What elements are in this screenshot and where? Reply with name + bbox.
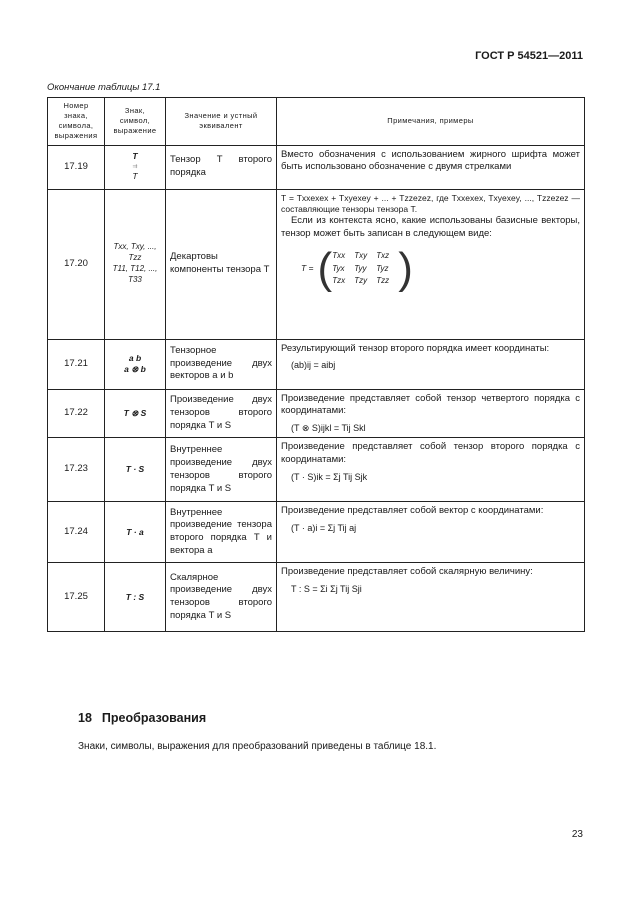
- table-header-row: [48, 98, 585, 146]
- row-note: Вместо обозначения с использованием жирного шрифта может быть использовано обозначение с двумя стрелками: [277, 145, 585, 189]
- col-header-number: Номер знака, символа, выражения: [48, 98, 105, 146]
- table-row: [48, 145, 585, 189]
- row-symbol: T · S: [105, 438, 166, 502]
- col-header-symbol: Знак, символ, выражение: [105, 98, 166, 146]
- row-meaning: Произведение двух тензоров второго порядка T и S: [166, 389, 277, 438]
- symbol-line: a b: [128, 352, 142, 363]
- note-line: Если из контекста ясно, какие использованы базисные векторы, тензор может быть записан в следующем виде:: [281, 215, 580, 240]
- symbol-line: Txx, Txy, ..., Tzz: [113, 242, 157, 263]
- matrix-cell: Tzz: [376, 276, 390, 286]
- table-row: [48, 438, 585, 502]
- matrix-cell: Tzx: [332, 276, 346, 286]
- row-note: [277, 389, 585, 438]
- row-number: 17.20: [48, 189, 105, 339]
- tensor-matrix: [301, 244, 580, 294]
- matrix-grid: [332, 251, 398, 287]
- note-text: Произведение представляет собой скалярную величину:: [281, 566, 533, 578]
- row-meaning: Скалярное произведение двух тензоров второго порядка T и S: [166, 563, 277, 632]
- symbol-line: a ⊗ b: [124, 364, 146, 374]
- matrix-cell: Tyy: [354, 263, 367, 273]
- row-number: 17.19: [48, 145, 105, 189]
- standard-number: ГОСТ Р 54521—2011: [475, 50, 583, 62]
- page-number: 23: [571, 829, 583, 840]
- row-symbol: T · a: [105, 502, 166, 563]
- col-header-meaning: Значение и устный эквивалент: [166, 98, 277, 146]
- note-formula: (T ⊗ S)ijkl = Tij Skl: [291, 423, 366, 434]
- row-meaning: Тензор T второго порядка: [166, 145, 277, 189]
- note-line: T = Txxexex + Txyexey + ... + Tzzezez, где Txxexex, Txyexey, ..., Tzzezez — составляющие тензоры тензора T.: [281, 192, 580, 214]
- note-formula: (ab)ij = aibj: [291, 360, 336, 371]
- note-text: Произведение представляет собой тензор четвертого порядка с координатами:: [281, 392, 580, 417]
- table-row: [48, 339, 585, 389]
- row-number: 17.22: [48, 389, 105, 438]
- matrix-cell: Txz: [376, 250, 390, 260]
- note-formula: T : S = Σi Σj Tij Sji: [291, 584, 362, 595]
- row-note: [277, 189, 585, 339]
- row-number: 17.24: [48, 502, 105, 563]
- left-paren-icon: (: [317, 244, 333, 294]
- row-meaning: Внутреннее произведение двух тензоров второго порядка T и S: [166, 438, 277, 502]
- row-meaning: Декартовы компоненты тензора T: [166, 189, 277, 339]
- row-number: 17.25: [48, 563, 105, 632]
- row-note: [277, 563, 585, 632]
- matrix-cell: Txx: [332, 250, 346, 260]
- matrix-lhs: T =: [301, 263, 314, 274]
- table-caption: Окончание таблицы 17.1: [47, 82, 161, 93]
- row-symbol: [105, 339, 166, 389]
- note-formula: (T · a)i = Σj Tij aj: [291, 523, 357, 534]
- section-title: Преобразования: [101, 711, 207, 725]
- row-meaning: Тензорное произведение двух векторов a и b: [166, 339, 277, 389]
- note-text: Произведение представляет собой тензор второго порядка с координатами:: [281, 441, 580, 466]
- section-heading: [78, 711, 206, 725]
- table-row: [48, 563, 585, 632]
- row-number: 17.21: [48, 339, 105, 389]
- col-header-notes: Примечания, примеры: [277, 98, 585, 146]
- row-note: [277, 438, 585, 502]
- tensor-arrow-symbol: T: [132, 171, 138, 182]
- row-number: 17.23: [48, 438, 105, 502]
- row-symbol: T : S: [105, 563, 166, 632]
- table-row: [48, 389, 585, 438]
- symbols-table: [47, 97, 585, 632]
- matrix-cell: Tyx: [332, 263, 345, 273]
- right-paren-icon: ): [398, 244, 413, 294]
- table-row: [48, 502, 585, 563]
- row-symbol: [105, 145, 166, 189]
- tensor-bold-symbol: T: [132, 151, 138, 162]
- row-meaning: Внутреннее произведение тензора второго порядка T и вектора a: [166, 502, 277, 563]
- note-formula: (T · S)ik = Σj Tij Sjk: [291, 471, 368, 482]
- note-text: Произведение представляет собой вектор с координатами:: [281, 505, 544, 517]
- section-number: 18: [78, 711, 92, 725]
- row-note: [277, 339, 585, 389]
- symbol-line: T11, T12, ..., T33: [112, 264, 158, 284]
- matrix-cell: Tzy: [354, 276, 368, 286]
- matrix-cell: Tyz: [376, 263, 389, 273]
- section-paragraph: Знаки, символы, выражения для преобразований приведены в таблице 18.1.: [78, 741, 437, 752]
- row-note: [277, 502, 585, 563]
- matrix-cell: Txy: [354, 250, 368, 260]
- row-symbol: T ⊗ S: [105, 389, 166, 438]
- arrow-icon: ⇉: [132, 163, 138, 170]
- table-row: [48, 189, 585, 339]
- row-symbol: [105, 189, 166, 339]
- note-text: Результирующий тензор второго порядка имеет координаты:: [281, 342, 550, 354]
